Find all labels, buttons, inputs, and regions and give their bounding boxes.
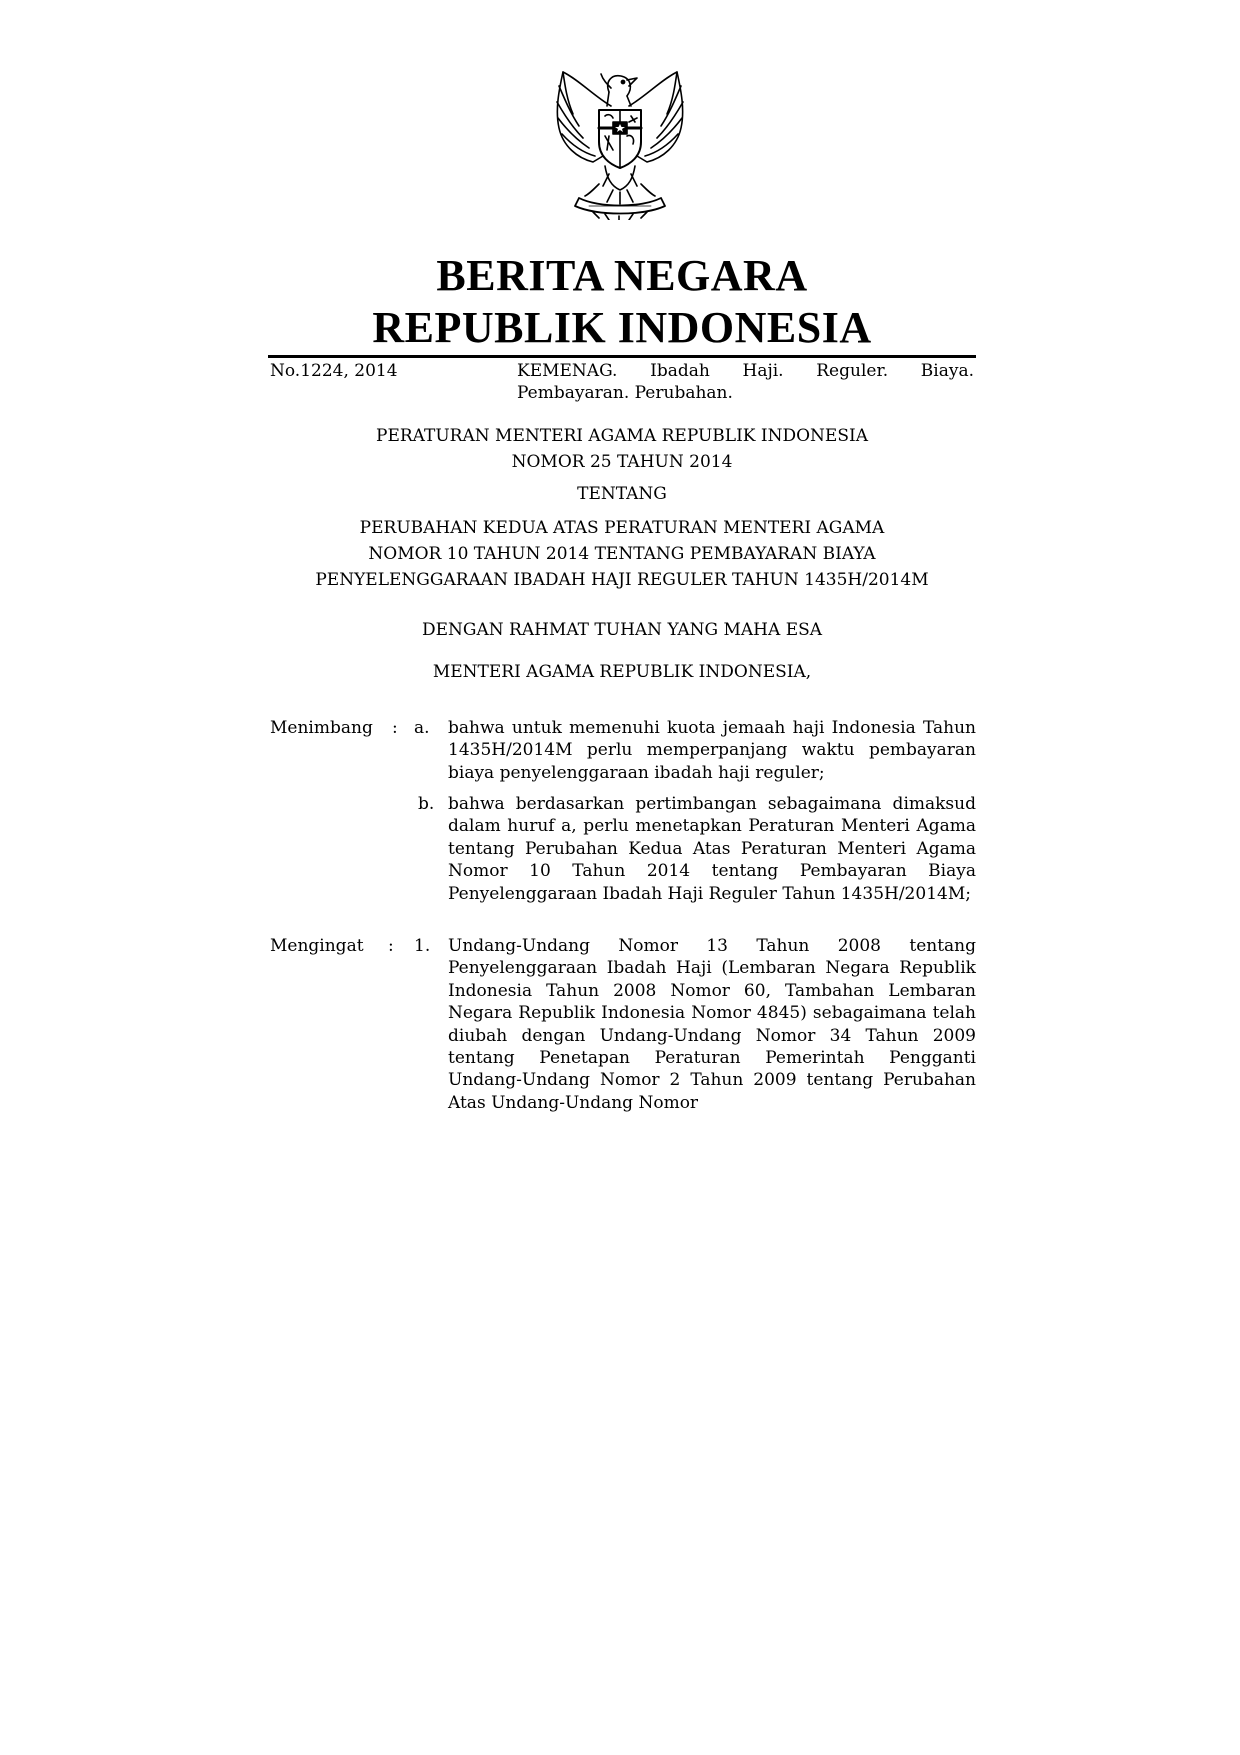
menimbang-item-text: bahwa untuk memenuhi kuota jemaah haji Indonesia Tahun 1435H/2014M perlu memperpanjang waktu pembayaran biaya penyelenggaraan ibadah haji reguler; (448, 718, 976, 783)
mengingat-colon: : (388, 936, 394, 956)
mengingat-item-marker: 1. (414, 936, 431, 956)
regulation-about-line3: PENYELENGGARAAN IBADAH HAJI REGULER TAHUN 1435H/2014M (315, 570, 929, 590)
regulation-number: NOMOR 25 TAHUN 2014 (511, 452, 733, 472)
menimbang-colon: : (392, 718, 398, 738)
masthead-divider (268, 355, 976, 358)
gazette-subject-line1: KEMENAG. Ibadah Haji. Reguler. Biaya. (517, 361, 974, 381)
menimbang-item-marker: a. (414, 718, 430, 738)
garuda-emblem-icon (549, 66, 691, 220)
regulation-preamble: DENGAN RAHMAT TUHAN YANG MAHA ESA (421, 620, 823, 640)
menimbang-item-marker: b. (418, 794, 435, 814)
masthead-subtitle: REPUBLIK INDONESIA (372, 303, 872, 352)
gazette-subject (517, 360, 974, 404)
gazette-number: No.1224, 2014 (270, 361, 398, 381)
masthead-title: BERITA NEGARA (436, 251, 808, 300)
regulation-heading: PERATURAN MENTERI AGAMA REPUBLIK INDONESIA (376, 426, 868, 446)
mengingat-item-text: Undang-Undang Nomor 13 Tahun 2008 tentang Penyelenggaraan Ibadah Haji (Lembaran Negara Republik Indonesia Tahun 2008 Nomor 60, Tambahan Lembaran Negara Republik Indonesia Nomor 4845) sebagaimana telah diubah dengan Undang-Undang Nomor 34 Tahun 2009 tentang Penetapan Peraturan Pemerintah Pengganti Undang-Undang Nomor 2 Tahun 2009 tentang Perubahan Atas Undang-Undang Nomor (448, 936, 976, 1113)
regulation-about-line1: PERUBAHAN KEDUA ATAS PERATURAN MENTERI AGAMA (359, 518, 885, 538)
gazette-subject-line2: Pembayaran. Perubahan. (517, 383, 733, 403)
regulation-issuer: MENTERI AGAMA REPUBLIK INDONESIA, (432, 662, 812, 682)
regulation-tentang: TENTANG (577, 484, 667, 504)
menimbang-label: Menimbang (270, 718, 373, 738)
regulation-about-line2: NOMOR 10 TAHUN 2014 TENTANG PEMBAYARAN BIAYA (368, 544, 876, 564)
mengingat-label: Mengingat (270, 936, 364, 956)
menimbang-item-text: bahwa berdasarkan pertimbangan sebagaimana dimaksud dalam huruf a, perlu menetapkan Peraturan Menteri Agama tentang Perubahan Kedua Atas Peraturan Menteri Agama Nomor 10 Tahun 2014 tentang Pembayaran Biaya Penyelenggaraan Ibadah Haji Reguler Tahun 1435H/2014M; (448, 794, 976, 904)
